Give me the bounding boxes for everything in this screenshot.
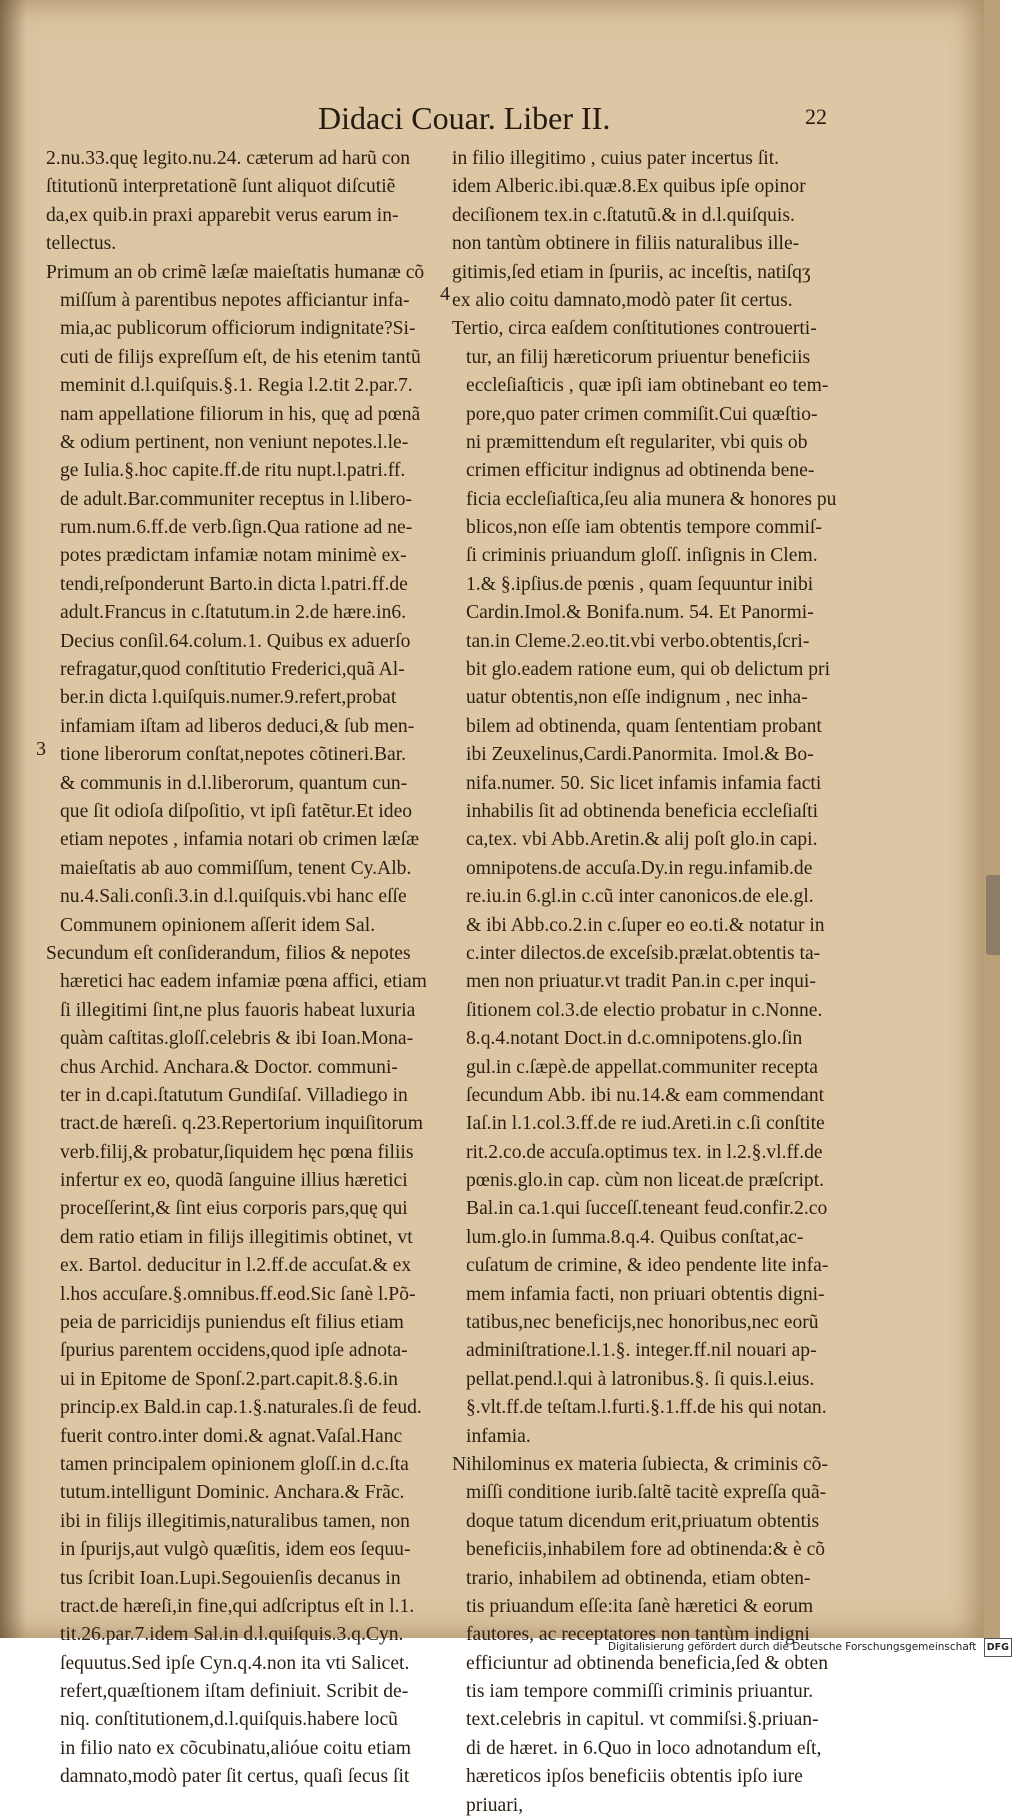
text-line: 8.q.4.notant Doct.in d.c.omnipotens.glo.ſin	[466, 1028, 803, 1050]
text-line: hæreticos ipſos beneficiis obtentis ipſo iure	[466, 1766, 803, 1788]
text-line: tis priuandum eſſe:ita ſanè hæretici & eorum	[466, 1595, 814, 1617]
text-line: efficiuntur ad obtinenda beneficia,ſed & obten	[466, 1652, 828, 1674]
text-line: damnato,modò pater ſit certus, quaſi ſecus ſit	[60, 1766, 410, 1788]
text-line: verb.filij,& probatur,ſiquidem hęc pœna filiis	[60, 1141, 414, 1163]
text-line: ber.in dicta l.quiſquis.numer.9.refert,probat	[60, 687, 397, 709]
text-line: uatur obtentis,non eſſe indignum , nec inha-	[466, 687, 808, 709]
text-line: nifa.numer. 50. Sic licet infamis infamia facti	[466, 772, 822, 794]
margin-number: 4	[440, 283, 450, 305]
text-line: cuſatum de crimine, & ideo pendente lite infa-	[466, 1255, 829, 1277]
text-line: tan.in Cleme.2.eo.tit.vbi verbo.obtentis,ſcri-	[466, 630, 810, 652]
text-line: da,ex quib.in praxi apparebit verus earum in-	[46, 204, 399, 226]
text-line: tract.de hæreſi. q.23.Repertorium inquiſitorum	[60, 1113, 423, 1135]
text-line: niq. conſtitutionem,d.l.quiſquis.habere locũ	[60, 1709, 398, 1731]
text-line: tutum.intelligunt Dominic. Anchara.& Frãc.	[60, 1482, 405, 1504]
text-line: tamen principalem opinionem gloſſ.in d.c.ſta	[60, 1453, 409, 1475]
text-line: rum.num.6.ff.de verb.ſign.Qua ratione ad ne-	[60, 517, 413, 539]
text-line: ui in Epitome de Sponſ.2.part.capit.8.§.6.in	[60, 1368, 398, 1390]
text-line: non tantùm obtinere in filiis naturalibus ille-	[452, 233, 800, 255]
text-line: ibi Zeuxelinus,Cardi.Panormita. Imol.& Bo-	[466, 744, 814, 766]
text-line: infamia.	[466, 1425, 531, 1447]
text-line: 2.nu.33.quę legito.nu.24. cæterum ad harũ con	[46, 148, 411, 169]
text-line: ficia eccleſiaſtica,ſeu alia munera & honores pu	[466, 488, 837, 510]
text-line: rit.2.co.de accuſa.optimus tex. in l.2.§.vl.ff.de	[466, 1141, 823, 1163]
page-number: 22	[805, 104, 827, 129]
text-line: bilem ad obtinenda, quam ſententiam probant	[466, 715, 822, 737]
text-line: 1.& §.ipſius.de pœnis , quam ſequuntur inibi	[466, 573, 814, 595]
dfg-logo: DFG	[984, 1638, 1012, 1657]
page-tab-marker	[986, 875, 1000, 955]
text-line: tus ſcribit Ioan.Lupi.Segouienſis decanus in	[60, 1567, 401, 1589]
text-line: ſi illegitimi ſint,ne plus fauoris habeat luxuria	[60, 999, 416, 1021]
text-line: tit.26.par.7.idem Sal.in d.l.quiſquis.3.q.Cyn.	[60, 1624, 404, 1646]
text-line: men non priuatur.vt tradit Pan.in c.per inqui-	[466, 971, 816, 993]
margin-number: 3	[36, 738, 46, 760]
text-line: adult.Francus in c.ſtatutum.in 2.de hære.in6.	[60, 602, 407, 624]
text-line: Nihilominus ex materia ſubiecta, & criminis cõ-	[452, 1453, 828, 1475]
text-line: adminiſtratione.l.1.§. integer.ff.nil nouari ap-	[466, 1340, 817, 1362]
text-line: infamiam iſtam ad liberos deduci,& ſub men-	[60, 715, 415, 737]
text-column-left	[46, 145, 444, 1792]
text-line: nu.4.Sali.conſi.3.in d.l.quiſquis.vbi hanc eſſe	[60, 886, 407, 908]
text-line: text.celebris in capitul. vt commiſsi.§.priuan-	[466, 1709, 819, 1731]
text-line: tendi,reſponderunt Barto.in dicta l.patri.ff.de	[60, 573, 408, 595]
text-line: de adult.Bar.communiter receptus in l.libero-	[60, 488, 413, 510]
text-line: l.hos accuſare.§.omnibus.ff.eod.Sic ſanè l.Põ-	[60, 1283, 416, 1305]
text-line: quàm caſtitas.gloſſ.celebris & ibi Ioan.Mona-	[60, 1028, 414, 1050]
text-line: re.iu.in 6.gl.in c.cũ inter canonicos.de ele.gl.	[466, 886, 814, 908]
text-line: ex. Bartol. deducitur in l.2.ff.de accuſat.& ex	[60, 1255, 412, 1277]
text-line: di de hæret. in 6.Quo in loco adnotandum eſt,	[466, 1737, 822, 1759]
text-line: doque tatum dicendum erit,priuatum obtentis	[466, 1510, 820, 1532]
text-line: hæretici hac eadem infamiæ pœna affici, etiam	[60, 971, 427, 993]
text-line: que ſit odioſa diſpoſitio, vt ipſi fatẽtur.Et ideo	[60, 800, 413, 822]
page-edge	[984, 0, 1000, 1638]
text-line: & ibi Abb.co.2.in c.ſuper eo eo.ti.& notatur in	[466, 914, 825, 936]
text-line: Communem opinionem aſſerit idem Sal.	[60, 914, 376, 936]
text-line: in filio illegitimo , cuius pater incertus ſit.	[452, 148, 780, 169]
text-line: ſtitutionũ interpretationẽ ſunt aliquot diſcutiẽ	[46, 176, 396, 198]
text-line: bit glo.eadem ratione eum, qui ob delictum pri	[466, 659, 831, 681]
text-line: ſpurius parentem occidens,quod ipſe adnota-	[60, 1340, 408, 1362]
text-line: ſequutus.Sed ipſe Cyn.q.4.non ita vti Salicet.	[60, 1652, 410, 1674]
text-line: Cardin.Imol.& Bonifa.num. 54. Et Panormi-	[466, 602, 814, 624]
text-line: ni præmittendum eſt regulariter, vbi quis ob	[466, 431, 808, 453]
text-line: eccleſiaſticis , quæ ipſi iam obtinebant eo tem-	[466, 375, 829, 397]
text-line: cuti de filijs expreſſum eſt, de his etenim tantũ	[60, 346, 421, 368]
text-line: ge Iulia.§.hoc capite.ff.de ritu nupt.l.patri.ff.	[60, 460, 406, 482]
text-line: Tertio, circa eaſdem conſtitutiones controuerti-	[452, 318, 817, 340]
text-line: omnipotens.de accuſa.Dy.in regu.infamib.de	[466, 857, 813, 879]
text-line: ſecundum Abb. ibi nu.14.& eam commendant	[466, 1084, 825, 1106]
text-line: Iaſ.in l.1.col.3.ff.de re iud.Areti.in c.ſi conſtite	[466, 1113, 825, 1135]
text-line: inhabilis ſit ad obtinenda beneficia eccleſiaſti	[466, 800, 819, 822]
text-line: proceſſerint,& ſint eius corporis pars,quę qui	[60, 1198, 408, 1220]
running-title: Didaci Couar. Liber II.	[318, 100, 611, 136]
text-line: pœnis.glo.in cap. cùm non liceat.de præſcript.	[466, 1170, 825, 1192]
text-line: trario, inhabilem ad obtinenda, etiam obten-	[466, 1567, 811, 1589]
text-line: in ſpurijs,aut vulgò quæſitis, idem eos ſequu-	[60, 1539, 411, 1561]
text-column-right	[452, 145, 850, 1820]
text-line: tatibus,nec beneficijs,nec honoribus,nec eorũ	[466, 1312, 819, 1334]
running-header	[0, 100, 990, 140]
text-line: pore,quo pater crimen commiſit.Cui quæſtio-	[466, 403, 818, 425]
text-line: gul.in c.ſæpè.de appellat.communiter recepta	[466, 1056, 819, 1078]
text-line: Secundum eſt conſiderandum, filios & nepotes	[46, 942, 411, 964]
text-line: gitimis,ſed etiam in ſpuriis, ac inceſtis, natiſqʒ	[452, 261, 811, 283]
text-line: blicos,non eſſe iam obtentis tempore commiſ-	[466, 517, 822, 539]
text-line: Decius conſil.64.colum.1. Quibus ex aduerſo	[60, 630, 411, 652]
text-line: miſſum à parentibus nepotes afficiantur infa-	[60, 289, 410, 311]
text-line: priuari,	[466, 1794, 524, 1816]
digitization-credit	[608, 1638, 1009, 1655]
text-line: ſi criminis priuandum gloſſ. inſignis in Clem.	[466, 545, 818, 567]
text-line: ca,tex. vbi Abb.Aretin.& alij poſt glo.in capi.	[466, 829, 818, 851]
page-gutter-shadow	[0, 0, 26, 1638]
text-line: refert,quæſtionem iſtam definiuit. Scribit de-	[60, 1681, 409, 1703]
text-line: c.inter dilectos.de exceſsib.prælat.obtentis ta-	[466, 942, 821, 964]
text-line: fautores, ac receptatores non tantùm indigni	[466, 1624, 810, 1646]
text-line: tis iam tempore commiſſi criminis priuantur.	[466, 1681, 814, 1703]
text-line: lum.glo.in ſumma.8.q.4. Quibus conſtat,ac-	[466, 1226, 804, 1248]
text-line: & communis in d.l.liberorum, quantum cun-	[60, 772, 408, 794]
text-line: dem ratio etiam in filijs illegitimis obtinet, vt	[60, 1226, 413, 1248]
text-line: Primum an ob crimẽ læſæ maieſtatis humanæ cõ	[46, 261, 425, 283]
text-line: ibi in filijs illegitimis,naturalibus tamen, non	[60, 1510, 410, 1532]
text-line: mem infamia facti, non priuari obtentis digni-	[466, 1283, 825, 1305]
text-line: etiam nepotes , infamia notari ob crimen læſæ	[60, 829, 420, 851]
text-line: mia,ac publicorum officiorum indignitate?Si-	[60, 318, 416, 340]
text-line: ter in d.capi.ſtatutum Gundiſaſ. Villadiego in	[60, 1084, 408, 1106]
text-line: deciſionem tex.in c.ſtatutũ.& in d.l.quiſquis.	[452, 204, 795, 226]
text-line: beneficiis,inhabilem fore ad obtinenda:& è cõ	[466, 1539, 826, 1561]
text-line: & odium pertinent, non veniunt nepotes.l.le-	[60, 431, 409, 453]
text-line: fuerit contro.inter domi.& agnat.Vaſal.Hanc	[60, 1425, 403, 1447]
text-line: refragatur,quod conſtitutio Frederici,quã Al-	[60, 659, 405, 681]
text-line: ſitionem col.3.de electio probatur in c.Nonne.	[466, 999, 823, 1021]
text-line: §.vlt.ff.de teſtam.l.furti.§.1.ff.de his qui notan.	[466, 1397, 827, 1419]
text-line: miſſi conditione iurib.ſaltẽ tacitè expreſſa quã-	[466, 1482, 827, 1504]
text-line: tione liberorum conſtat,nepotes cõtineri.Bar.	[60, 744, 407, 766]
text-line: meminit d.l.quiſquis.§.1. Regia l.2.tit 2.par.7.	[60, 375, 413, 397]
text-line: princip.ex Bald.in cap.1.§.naturales.ſi de feud.	[60, 1397, 422, 1419]
text-line: tellectus.	[46, 233, 117, 255]
text-line: peia de parricidijs puniendus eſt filius etiam	[60, 1312, 404, 1334]
text-line: in filio nato ex cõcubinatu,alióue coitu etiam	[60, 1737, 411, 1759]
text-line: idem Alberic.ibi.quæ.8.Ex quibus ipſe opinor	[452, 176, 806, 198]
text-line: tur, an filij hæreticorum priuentur beneficiis	[466, 346, 811, 368]
text-line: potes prædictam infamiæ notam minimè ex-	[60, 545, 407, 567]
text-line: maieſtatis ab auo commiſſum, tenent Cy.Alb.	[60, 857, 412, 879]
text-line: tract.de hæreſi,in fine,qui adſcriptus eſt in l.1.	[60, 1595, 415, 1617]
text-line: pellat.pend.l.qui à latronibus.§. ſi quis.l.eius.	[466, 1368, 815, 1390]
text-line: crimen efficitur indignus ad obtinenda bene-	[466, 460, 815, 482]
text-line: nam appellatione filiorum in his, quę ad pœnã	[60, 403, 421, 425]
text-line: infertur ex eo, quodã ſanguine illius hæretici	[60, 1170, 408, 1192]
text-line: ex alio coitu damnato,modò pater ſit certus.	[452, 289, 793, 311]
text-line: chus Archid. Anchara.& Doctor. communi-	[60, 1056, 398, 1078]
credit-text: Digitalisierung gefördert durch die Deutsche Forschungsgemeinschaft	[608, 1641, 977, 1653]
text-line: Bal.in ca.1.qui ſucceſſ.teneant feud.confir.2.co	[466, 1198, 828, 1220]
